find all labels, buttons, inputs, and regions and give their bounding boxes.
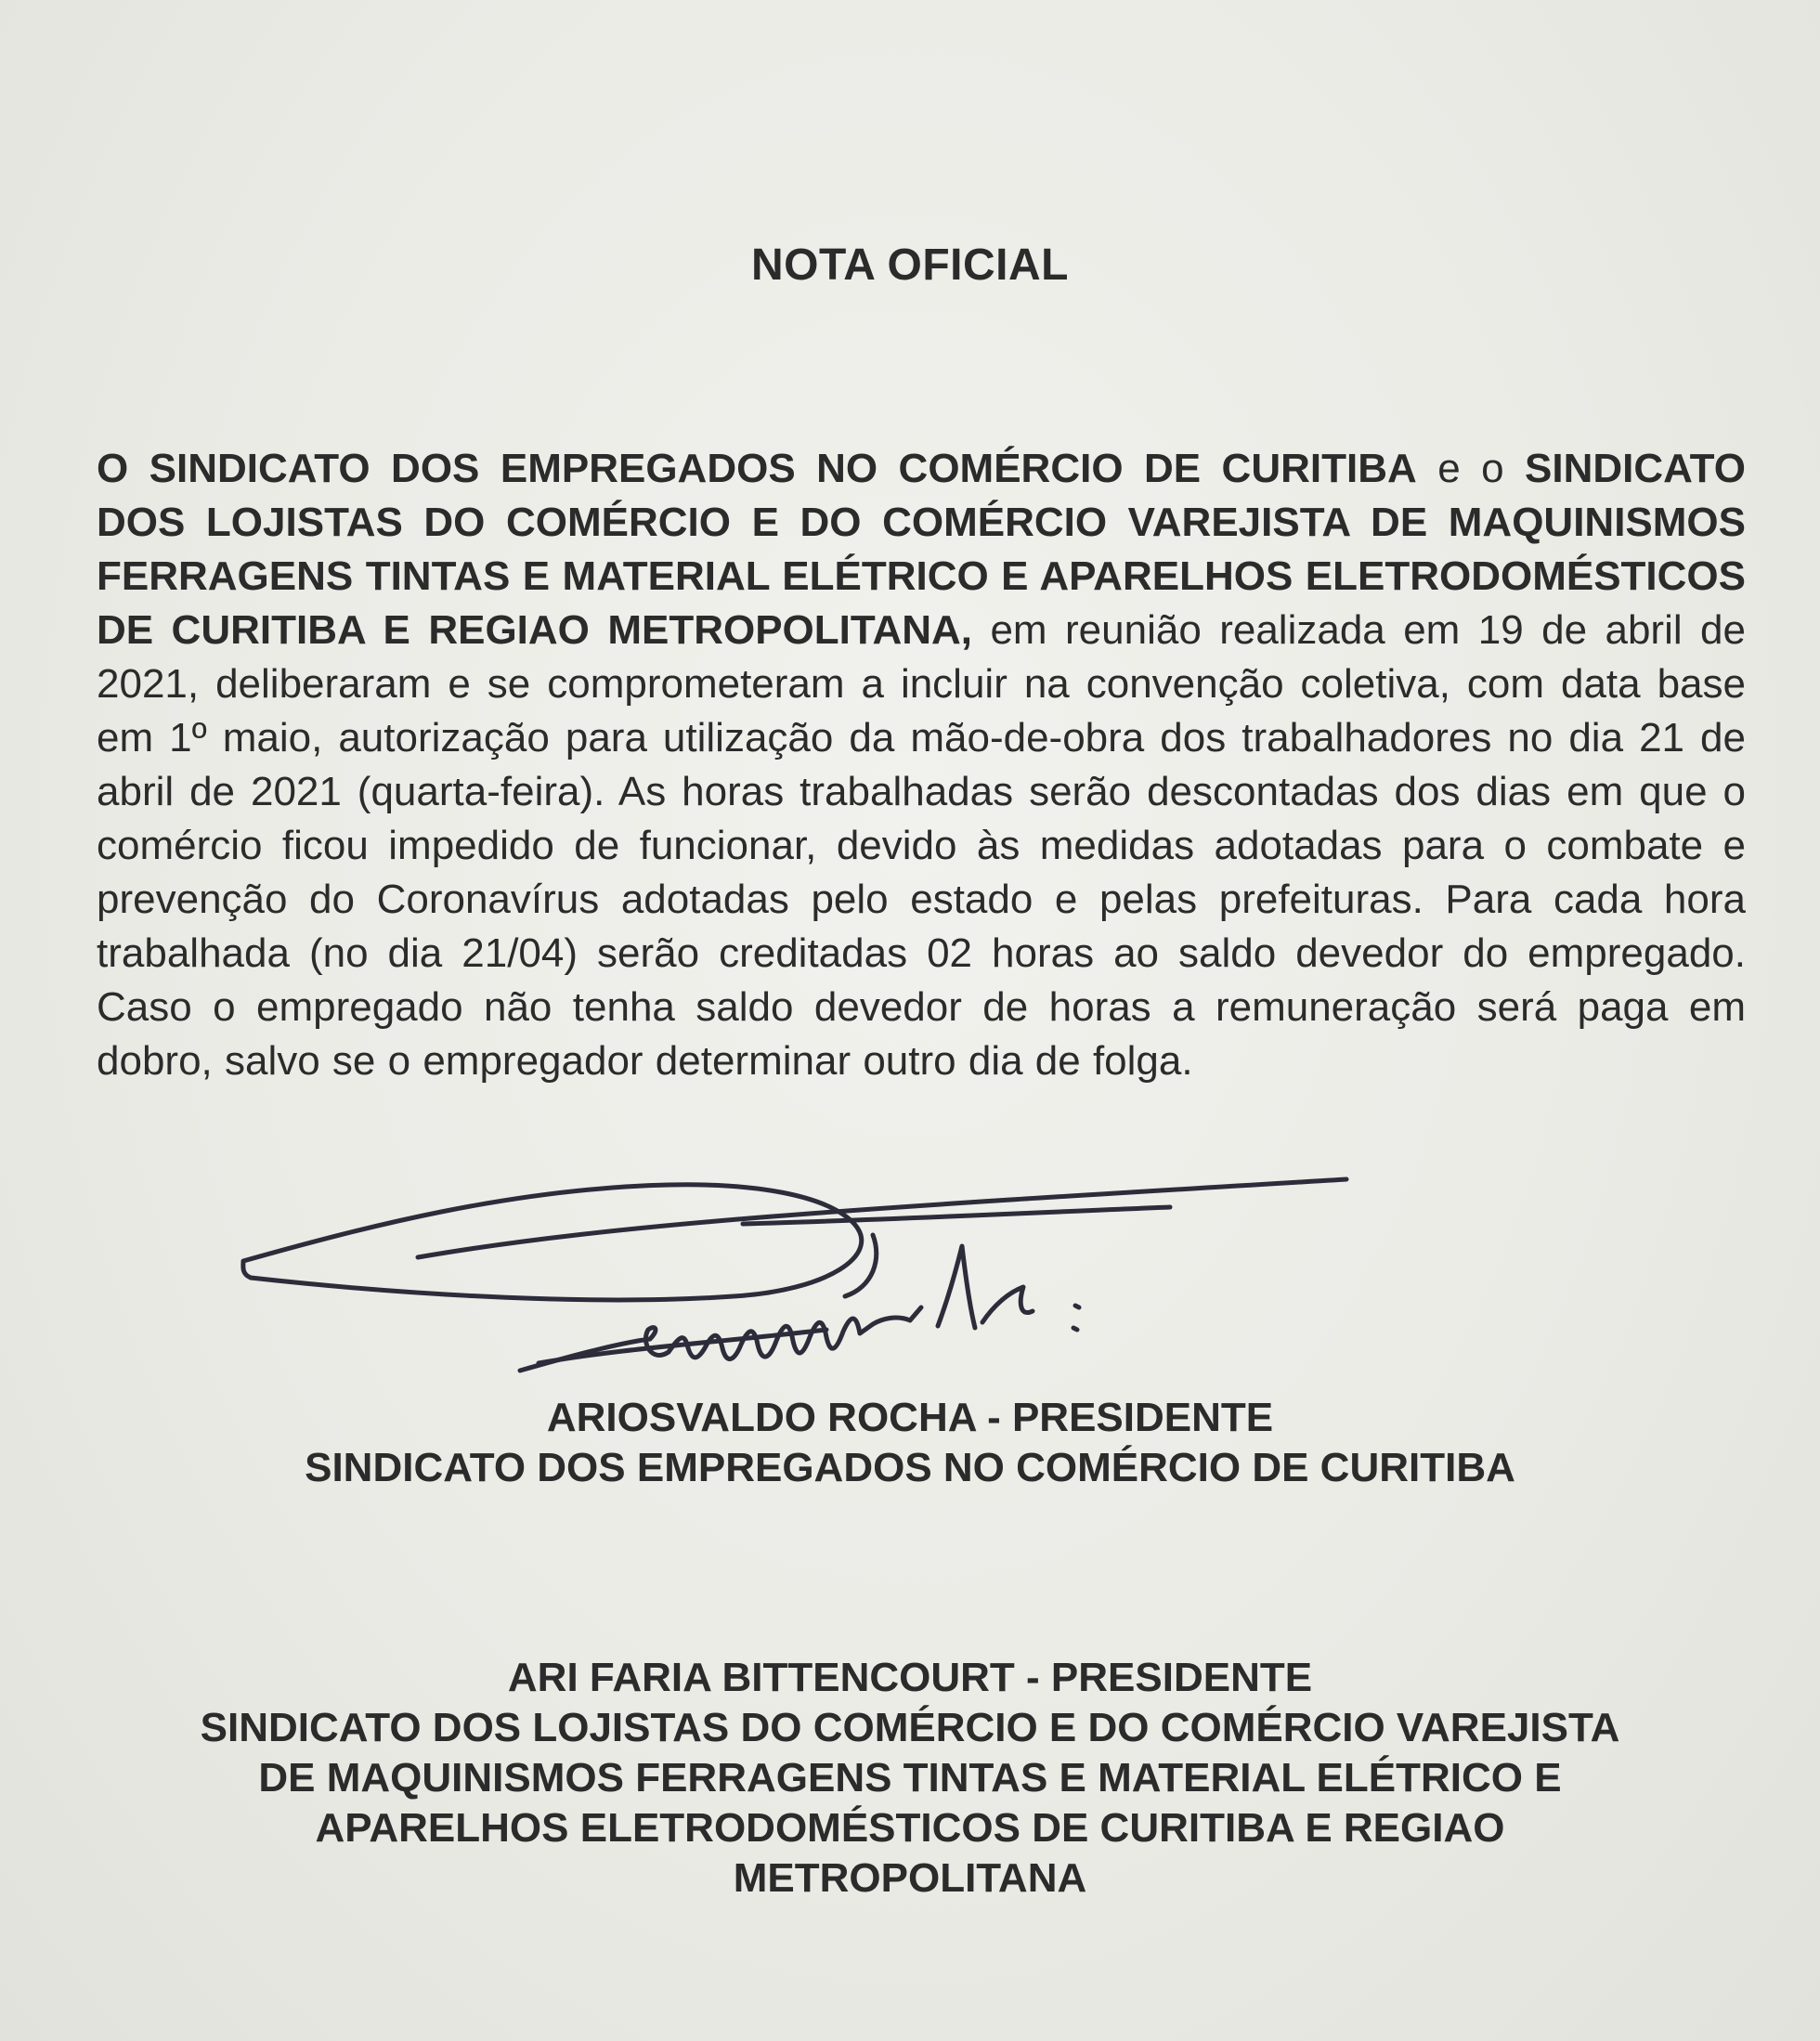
signatory-block-2: [0, 1653, 1820, 1904]
signatory-organization-line: DE MAQUINISMOS FERRAGENS TINTAS E MATERIAL ELÉTRICO E: [258, 1755, 1562, 1800]
body-bold-union-retailers: SINDICATO DOS LOJISTAS DO COMÉRCIO E DO COMÉRCIO VAREJISTA DE MAQUINISMOS FERRAGENS TINTAS E MATERIAL ELÉTRICO E APARELHOS ELETRODOMÉSTICOS DE CURITIBA E REGIAO METROPOLITANA,: [97, 446, 1746, 653]
document-title: NOTA OFICIAL: [751, 240, 1069, 290]
body-text: em reunião realizada em 19 de abril de 2021, deliberaram e se comprometeram a incluir na convenção coletiva, com data base em 1º maio, autorização para utilização da mão-de-obra dos trabalhadores no dia 21 de abril de 2021 (quarta-feira). As horas trabalhadas serão descontadas dos dias em que o comércio ficou impedido de funcionar, devido às medidas adotadas para o combate e prevenção do Coronavírus adotadas pelo estado e pelas prefeituras. Para cada hora trabalhada (no dia 21/04) serão creditadas 02 horas ao saldo devedor do empregado. Caso o empregado não tenha saldo devedor de horas a remuneração será paga em dobro, salvo se o empregador determinar outro dia de folga.: [97, 607, 1746, 1084]
body-bold-union-employees: O SINDICATO DOS EMPREGADOS NO COMÉRCIO DE CURITIBA: [97, 446, 1417, 491]
signatory-block-1: [0, 1393, 1820, 1493]
signatory-organization-line: APARELHOS ELETRODOMÉSTICOS DE CURITIBA E REGIAO: [315, 1805, 1505, 1851]
signatory-name: ARI FARIA BITTENCOURT - PRESIDENTE: [507, 1655, 1313, 1700]
handwritten-signature: [232, 1166, 1365, 1389]
signatory-organization-line: SINDICATO DOS LOJISTAS DO COMÉRCIO E DO COMÉRCIO VAREJISTA: [200, 1705, 1620, 1750]
signatory-organization-line: METROPOLITANA: [733, 1855, 1087, 1901]
body-paragraph: [97, 442, 1746, 1088]
body-connector: e o: [1416, 446, 1526, 491]
signatory-organization: SINDICATO DOS EMPREGADOS NO COMÉRCIO DE CURITIBA: [305, 1445, 1515, 1490]
signatory-name: ARIOSVALDO ROCHA - PRESIDENTE: [546, 1395, 1274, 1440]
